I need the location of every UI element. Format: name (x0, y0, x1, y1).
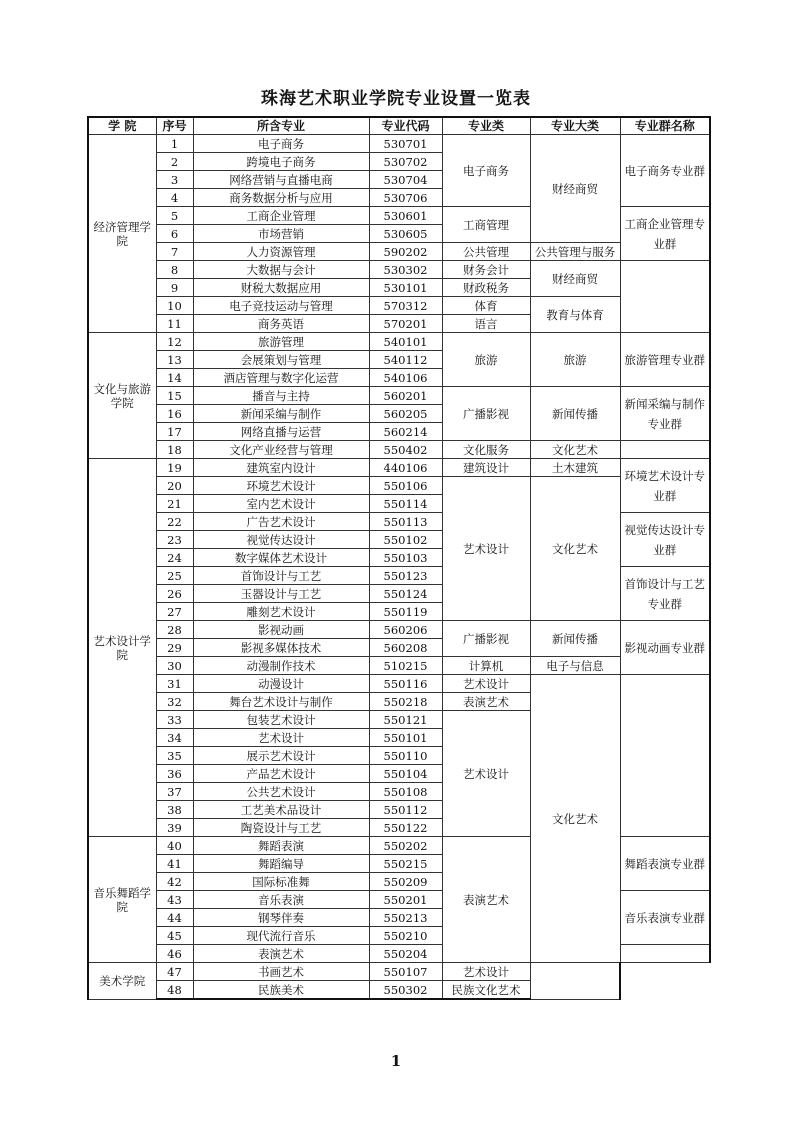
major-code: 550108 (369, 783, 442, 801)
row-number: 29 (156, 639, 193, 657)
category-cell: 电子商务 (442, 135, 530, 207)
row-number: 20 (156, 477, 193, 495)
major-code: 550218 (369, 693, 442, 711)
major-name: 包装艺术设计 (193, 711, 369, 729)
major-name: 酒店管理与数字化运营 (193, 369, 369, 387)
group-cell: 工商企业管理专业群 (620, 207, 710, 261)
college-cell: 音乐舞蹈学院 (88, 837, 156, 963)
group-cell-empty (530, 963, 620, 1000)
college-cell: 美术学院 (88, 963, 156, 1000)
major-code: 550302 (369, 981, 442, 1000)
major-code: 550202 (369, 837, 442, 855)
group-cell: 电子商务专业群 (620, 135, 710, 207)
group-cell: 视觉传达设计专业群 (620, 513, 710, 567)
major-name: 商务英语 (193, 315, 369, 333)
row-number: 13 (156, 351, 193, 369)
category-cell: 表演艺术 (442, 693, 530, 711)
major-code: 550106 (369, 477, 442, 495)
major-name: 现代流行音乐 (193, 927, 369, 945)
major-name: 动漫设计 (193, 675, 369, 693)
major-code: 530701 (369, 135, 442, 153)
header-number: 序号 (156, 117, 193, 135)
row-number: 25 (156, 567, 193, 585)
major-name: 旅游管理 (193, 333, 369, 351)
major-code: 560206 (369, 621, 442, 639)
row-number: 3 (156, 171, 193, 189)
major-name: 环境艺术设计 (193, 477, 369, 495)
major-code: 550201 (369, 891, 442, 909)
row-number: 40 (156, 837, 193, 855)
row-number: 38 (156, 801, 193, 819)
row-number: 30 (156, 657, 193, 675)
major-code: 550107 (369, 963, 442, 981)
category-cell: 民族文化艺术 (442, 981, 530, 1000)
major-name: 新闻采编与制作 (193, 405, 369, 423)
table-row (88, 963, 710, 981)
category-cell: 建筑设计 (442, 459, 530, 477)
major-class-cell: 公共管理与服务 (530, 243, 620, 261)
major-code: 560201 (369, 387, 442, 405)
table-row (88, 657, 710, 675)
row-number: 9 (156, 279, 193, 297)
major-code: 550209 (369, 873, 442, 891)
major-code: 550124 (369, 585, 442, 603)
table-row (88, 261, 710, 279)
major-name: 舞蹈编导 (193, 855, 369, 873)
major-code: 560205 (369, 405, 442, 423)
major-code: 560208 (369, 639, 442, 657)
major-code: 530702 (369, 153, 442, 171)
category-cell: 广播影视 (442, 387, 530, 441)
majors-table (87, 116, 711, 1000)
major-name: 影视多媒体技术 (193, 639, 369, 657)
major-code: 550121 (369, 711, 442, 729)
major-name: 钢琴伴奏 (193, 909, 369, 927)
row-number: 16 (156, 405, 193, 423)
major-name: 动漫制作技术 (193, 657, 369, 675)
major-name: 商务数据分析与应用 (193, 189, 369, 207)
major-class-cell: 财经商贸 (530, 135, 620, 243)
table-row (88, 459, 710, 477)
major-code: 590202 (369, 243, 442, 261)
major-name: 大数据与会计 (193, 261, 369, 279)
row-number: 27 (156, 603, 193, 621)
group-cell: 环境艺术设计专业群 (620, 459, 710, 513)
major-code: 550110 (369, 747, 442, 765)
row-number: 8 (156, 261, 193, 279)
row-number: 26 (156, 585, 193, 603)
major-name: 工艺美术品设计 (193, 801, 369, 819)
major-class-cell: 新闻传播 (530, 621, 620, 657)
header-major-class: 专业大类 (530, 117, 620, 135)
row-number: 4 (156, 189, 193, 207)
row-number: 18 (156, 441, 193, 459)
major-name: 产品艺术设计 (193, 765, 369, 783)
major-name: 网络营销与直播电商 (193, 171, 369, 189)
major-code: 530601 (369, 207, 442, 225)
row-number: 35 (156, 747, 193, 765)
major-name: 舞蹈表演 (193, 837, 369, 855)
table-row (88, 333, 710, 351)
major-name: 财税大数据应用 (193, 279, 369, 297)
major-class-cell: 文化艺术 (530, 441, 620, 459)
major-code: 550204 (369, 945, 442, 963)
group-cell: 旅游管理专业群 (620, 333, 710, 387)
college-cell: 文化与旅游学院 (88, 333, 156, 459)
header-category: 专业类 (442, 117, 530, 135)
row-number: 42 (156, 873, 193, 891)
category-cell: 财务会计 (442, 261, 530, 279)
row-number: 36 (156, 765, 193, 783)
major-name: 陶瓷设计与工艺 (193, 819, 369, 837)
category-cell: 旅游 (442, 333, 530, 387)
row-number: 46 (156, 945, 193, 963)
table-row (88, 135, 710, 153)
major-class-cell: 文化艺术 (530, 477, 620, 621)
major-name: 市场营销 (193, 225, 369, 243)
category-cell: 语言 (442, 315, 530, 333)
major-code: 440106 (369, 459, 442, 477)
major-name: 影视动画 (193, 621, 369, 639)
major-code: 510215 (369, 657, 442, 675)
row-number: 6 (156, 225, 193, 243)
row-number: 24 (156, 549, 193, 567)
major-class-cell: 教育与体育 (530, 297, 620, 333)
major-name: 电子竞技运动与管理 (193, 297, 369, 315)
row-number: 17 (156, 423, 193, 441)
table-row (88, 297, 710, 315)
major-name: 跨境电子商务 (193, 153, 369, 171)
major-code: 570312 (369, 297, 442, 315)
major-name: 广告艺术设计 (193, 513, 369, 531)
major-code: 550103 (369, 549, 442, 567)
major-code: 550113 (369, 513, 442, 531)
major-code: 530706 (369, 189, 442, 207)
header-group: 专业群名称 (620, 117, 710, 135)
row-number: 2 (156, 153, 193, 171)
group-cell: 新闻采编与制作专业群 (620, 387, 710, 441)
major-name: 室内艺术设计 (193, 495, 369, 513)
major-name: 艺术设计 (193, 729, 369, 747)
major-class-cell: 电子与信息 (530, 657, 620, 675)
major-class-cell: 旅游 (530, 333, 620, 387)
row-number: 37 (156, 783, 193, 801)
row-number: 11 (156, 315, 193, 333)
group-cell-empty (620, 441, 710, 459)
row-number: 31 (156, 675, 193, 693)
major-name: 公共艺术设计 (193, 783, 369, 801)
group-cell-empty (620, 675, 710, 837)
major-name: 播音与主持 (193, 387, 369, 405)
group-cell: 影视动画专业群 (620, 621, 710, 675)
group-cell: 音乐表演专业群 (620, 891, 710, 945)
major-class-cell: 新闻传播 (530, 387, 620, 441)
major-code: 540112 (369, 351, 442, 369)
category-cell: 体育 (442, 297, 530, 315)
header-major: 所含专业 (193, 117, 369, 135)
table-row (88, 387, 710, 405)
major-code: 550215 (369, 855, 442, 873)
major-name: 数字媒体艺术设计 (193, 549, 369, 567)
major-code: 530101 (369, 279, 442, 297)
document-title: 珠海艺术职业学院专业设置一览表 (261, 89, 531, 109)
row-number: 44 (156, 909, 193, 927)
major-name: 展示艺术设计 (193, 747, 369, 765)
table-row (88, 441, 710, 459)
major-code: 550213 (369, 909, 442, 927)
row-number: 47 (156, 963, 193, 981)
category-cell: 艺术设计 (442, 675, 530, 693)
group-cell-empty (620, 945, 710, 963)
major-code: 550402 (369, 441, 442, 459)
major-code: 550123 (369, 567, 442, 585)
major-name: 雕刻艺术设计 (193, 603, 369, 621)
major-class-cell: 财经商贸 (530, 261, 620, 297)
major-name: 人力资源管理 (193, 243, 369, 261)
major-code: 550210 (369, 927, 442, 945)
category-cell: 艺术设计 (442, 477, 530, 621)
group-cell: 首饰设计与工艺专业群 (620, 567, 710, 621)
category-cell: 广播影视 (442, 621, 530, 657)
table-row (88, 477, 710, 495)
major-name: 舞台艺术设计与制作 (193, 693, 369, 711)
major-class-cell: 文化艺术 (530, 675, 620, 963)
group-cell: 舞蹈表演专业群 (620, 837, 710, 891)
major-name: 网络直播与运营 (193, 423, 369, 441)
row-number: 33 (156, 711, 193, 729)
major-code: 550122 (369, 819, 442, 837)
row-number: 5 (156, 207, 193, 225)
major-code: 540101 (369, 333, 442, 351)
major-class-cell: 土木建筑 (530, 459, 620, 477)
major-name: 民族美术 (193, 981, 369, 1000)
college-cell: 艺术设计学院 (88, 459, 156, 837)
row-number: 39 (156, 819, 193, 837)
category-cell: 艺术设计 (442, 963, 530, 981)
major-code: 550114 (369, 495, 442, 513)
major-code: 550102 (369, 531, 442, 549)
table-row (88, 675, 710, 693)
major-code: 550116 (369, 675, 442, 693)
major-name: 会展策划与管理 (193, 351, 369, 369)
major-code: 550112 (369, 801, 442, 819)
header-code: 专业代码 (369, 117, 442, 135)
table-row (88, 621, 710, 639)
major-code: 560214 (369, 423, 442, 441)
major-code: 550101 (369, 729, 442, 747)
category-cell: 工商管理 (442, 207, 530, 243)
row-number: 23 (156, 531, 193, 549)
page-number: 1 (390, 1052, 402, 1070)
major-name: 建筑室内设计 (193, 459, 369, 477)
row-number: 10 (156, 297, 193, 315)
major-code: 550104 (369, 765, 442, 783)
major-code: 530302 (369, 261, 442, 279)
table-row (88, 243, 710, 261)
row-number: 28 (156, 621, 193, 639)
major-name: 国际标准舞 (193, 873, 369, 891)
row-number: 7 (156, 243, 193, 261)
major-name: 视觉传达设计 (193, 531, 369, 549)
row-number: 21 (156, 495, 193, 513)
row-number: 15 (156, 387, 193, 405)
row-number: 19 (156, 459, 193, 477)
major-name: 电子商务 (193, 135, 369, 153)
category-cell: 财政税务 (442, 279, 530, 297)
major-name: 音乐表演 (193, 891, 369, 909)
major-name: 表演艺术 (193, 945, 369, 963)
major-name: 书画艺术 (193, 963, 369, 981)
major-name: 文化产业经营与管理 (193, 441, 369, 459)
row-number: 45 (156, 927, 193, 945)
major-code: 570201 (369, 315, 442, 333)
header-college: 学 院 (88, 117, 156, 135)
category-cell: 表演艺术 (442, 837, 530, 963)
major-name: 玉器设计与工艺 (193, 585, 369, 603)
major-code: 530704 (369, 171, 442, 189)
group-cell-empty (620, 261, 710, 333)
row-number: 43 (156, 891, 193, 909)
row-number: 22 (156, 513, 193, 531)
row-number: 32 (156, 693, 193, 711)
major-name: 工商企业管理 (193, 207, 369, 225)
row-number: 1 (156, 135, 193, 153)
row-number: 14 (156, 369, 193, 387)
college-cell: 经济管理学院 (88, 135, 156, 333)
category-cell: 公共管理 (442, 243, 530, 261)
major-name: 首饰设计与工艺 (193, 567, 369, 585)
major-code: 530605 (369, 225, 442, 243)
major-code: 550119 (369, 603, 442, 621)
category-cell: 文化服务 (442, 441, 530, 459)
category-cell: 艺术设计 (442, 711, 530, 837)
row-number: 41 (156, 855, 193, 873)
row-number: 48 (156, 981, 193, 1000)
major-code: 540106 (369, 369, 442, 387)
category-cell: 计算机 (442, 657, 530, 675)
row-number: 12 (156, 333, 193, 351)
row-number: 34 (156, 729, 193, 747)
